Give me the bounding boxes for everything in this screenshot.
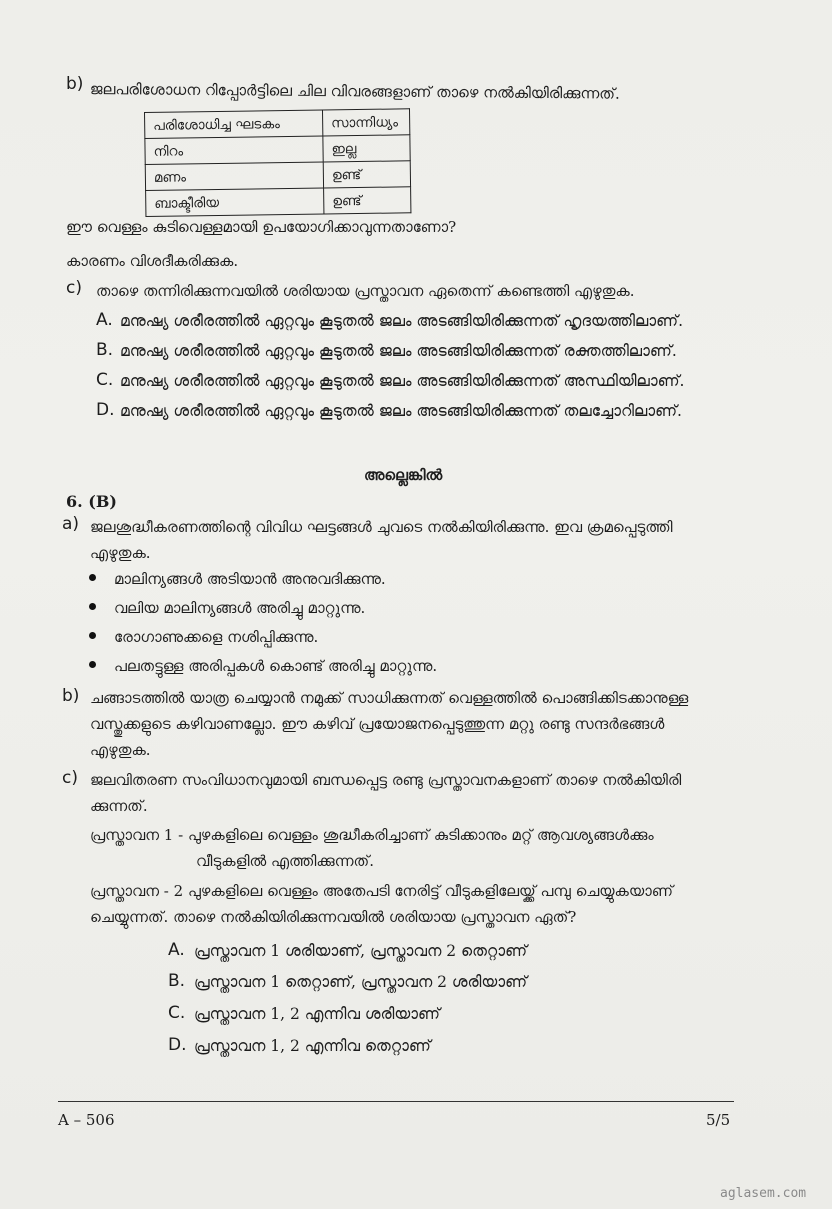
q6b-b-text: എഴുതുക.	[90, 741, 151, 759]
footer-divider	[58, 1101, 734, 1102]
q6a-c-prompt: താഴെ തന്നിരിക്കുന്നവയിൽ ശരിയായ പ്രസ്താവന ഏതെന്ന് കണ്ടെത്തി എഴുതുക.	[96, 282, 635, 300]
list-item: മാലിന്യങ്ങൾ അടിയാൻ അനുവദിക്കുന്നു.	[114, 570, 386, 588]
list-item: വലിയ മാലിന്യങ്ങൾ അരിച്ചു മാറ്റുന്നു.	[114, 599, 366, 617]
table-header-row	[145, 109, 410, 139]
bullet-icon	[89, 661, 96, 668]
q6b-c-label: c)	[62, 768, 78, 788]
bullet-icon	[89, 603, 96, 610]
option-text: പ്രസ്താവന 1 ശരിയാണ്, പ്രസ്താവന 2 തെറ്റാണ്	[194, 942, 528, 960]
statement-2: പ്രസ്താവന - 2 പുഴകളിലെ വെള്ളം അതേപടി നേരിട്ട് വീടുകളിലേയ്ക്ക് പമ്പു ചെയ്യുകയാണ്	[90, 882, 673, 900]
water-test-table	[144, 108, 411, 217]
statement-1: പ്രസ്താവന 1 - പുഴകളിലെ വെള്ളം ശുദ്ധീകരിച്ചാണ് കുടിക്കാനും മറ്റ് ആവശ്യങ്ങൾക്കും	[90, 826, 654, 844]
q6b-b-text: വസ്തുക്കളുടെ കഴിവാണല്ലോ. ഈ കഴിവ് പ്രയോജനപ്പെടുത്തുന്ന മറ്റു രണ്ടു സന്ദർഭങ്ങൾ	[90, 715, 665, 733]
q6a-b-intro: ജലപരിശോധന റിപ്പോർട്ടിലെ ചില വിവരങ്ങളാണ് താഴെ നൽകിയിരിക്കുന്നത്.	[89, 80, 620, 103]
option-text: മനുഷ്യ ശരീരത്തിൽ ഏറ്റവും കൂടുതൽ ജലം അടങ്ങിയിരിക്കുന്നത് അസ്ഥിയിലാണ്.	[120, 372, 685, 390]
table-cell: ഇല്ല	[323, 135, 410, 162]
option-text: പ്രസ്താവന 1, 2 എന്നിവ ശരിയാണ്	[194, 1005, 440, 1023]
table-cell: ഉണ്ട്	[323, 161, 410, 188]
page-number: 5/5	[706, 1111, 731, 1129]
option-letter: D.	[96, 400, 115, 420]
bullet-icon	[89, 632, 96, 639]
q6a-b-label: b)	[66, 74, 84, 94]
q6a-b-reason: കാരണം വിശദീകരിക്കുക.	[66, 252, 239, 270]
list-item: പലതട്ടുള്ള അരിപ്പകൾ കൊണ്ട് അരിച്ചു മാറ്റുന്നു.	[114, 657, 438, 675]
table-cell: നിറം	[145, 136, 323, 164]
watermark: aglasem.com	[720, 1186, 807, 1201]
option-text: മനുഷ്യ ശരീരത്തിൽ ഏറ്റവും കൂടുതൽ ജലം അടങ്ങിയിരിക്കുന്നത് രക്തത്തിലാണ്.	[120, 342, 677, 360]
q6b-c-text: ജലവിതരണ സംവിധാനവുമായി ബന്ധപ്പെട്ട രണ്ടു പ്രസ്താവനകളാണ് താഴെ നൽകിയിരി	[90, 771, 682, 789]
option-letter: B.	[96, 340, 114, 360]
q6b-a-label: a)	[62, 514, 80, 534]
statement-2: ചെയ്യുന്നത്. താഴെ നൽകിയിരിക്കുന്നവയിൽ ശരിയായ പ്രസ്താവന ഏത്?	[90, 908, 577, 926]
q6b-a-text: ജലശുദ്ധീകരണത്തിന്റെ വിവിധ ഘട്ടങ്ങൾ ചുവടെ നൽകിയിരിക്കുന്നു. ഇവ ക്രമപ്പെടുത്തി	[90, 518, 673, 536]
q6b-b-label: b)	[62, 686, 80, 706]
q6a-b-question: ഈ വെള്ളം കുടിവെള്ളമായി ഉപയോഗിക്കാവുന്നതാണോ?	[66, 218, 457, 236]
option-text: പ്രസ്താവന 1 തെറ്റാണ്, പ്രസ്താവന 2 ശരിയാണ്	[194, 973, 528, 991]
table-row	[145, 161, 410, 191]
q6a-c-label: c)	[66, 278, 82, 298]
table-cell: ബാക്ടീരിയ	[146, 188, 324, 216]
or-divider: അല്ലെങ്കിൽ	[364, 466, 443, 484]
option-letter: D.	[168, 1035, 187, 1055]
option-text: മനുഷ്യ ശരീരത്തിൽ ഏറ്റവും കൂടുതൽ ജലം അടങ്ങിയിരിക്കുന്നത് ഹൃദയത്തിലാണ്.	[120, 312, 683, 330]
table-header-cell: പരിശോധിച്ച ഘടകം	[145, 110, 323, 138]
option-text: പ്രസ്താവന 1, 2 എന്നിവ തെറ്റാണ്	[194, 1037, 431, 1055]
table-cell: ഉണ്ട്	[324, 187, 411, 214]
statement-1: വീടുകളിൽ എത്തിക്കുന്നത്.	[196, 852, 374, 870]
option-letter: A.	[168, 940, 185, 960]
question-number: 6. (B)	[66, 492, 117, 511]
option-letter: C.	[96, 370, 114, 390]
q6b-a-text: എഴുതുക.	[90, 544, 151, 562]
list-item: രോഗാണുക്കളെ നശിപ്പിക്കുന്നു.	[114, 628, 319, 646]
paper-code: A – 506	[58, 1111, 115, 1129]
option-text: മനുഷ്യ ശരീരത്തിൽ ഏറ്റവും കൂടുതൽ ജലം അടങ്ങിയിരിക്കുന്നത് തലച്ചോറിലാണ്.	[120, 402, 682, 420]
table-row	[145, 135, 410, 165]
option-letter: C.	[168, 1003, 186, 1023]
table-cell: മണം	[145, 162, 323, 190]
q6b-c-text: ക്കുന്നത്.	[90, 797, 148, 815]
table-row	[146, 187, 411, 217]
option-letter: A.	[96, 310, 113, 330]
q6b-b-text: ചങ്ങാടത്തിൽ യാത്ര ചെയ്യാൻ നമുക്ക് സാധിക്കുന്നത് വെള്ളത്തിൽ പൊങ്ങിക്കിടക്കാനുള്ള	[90, 689, 689, 707]
table-header-cell: സാന്നിധ്യം	[322, 109, 409, 136]
bullet-icon	[89, 574, 96, 581]
option-letter: B.	[168, 971, 186, 991]
